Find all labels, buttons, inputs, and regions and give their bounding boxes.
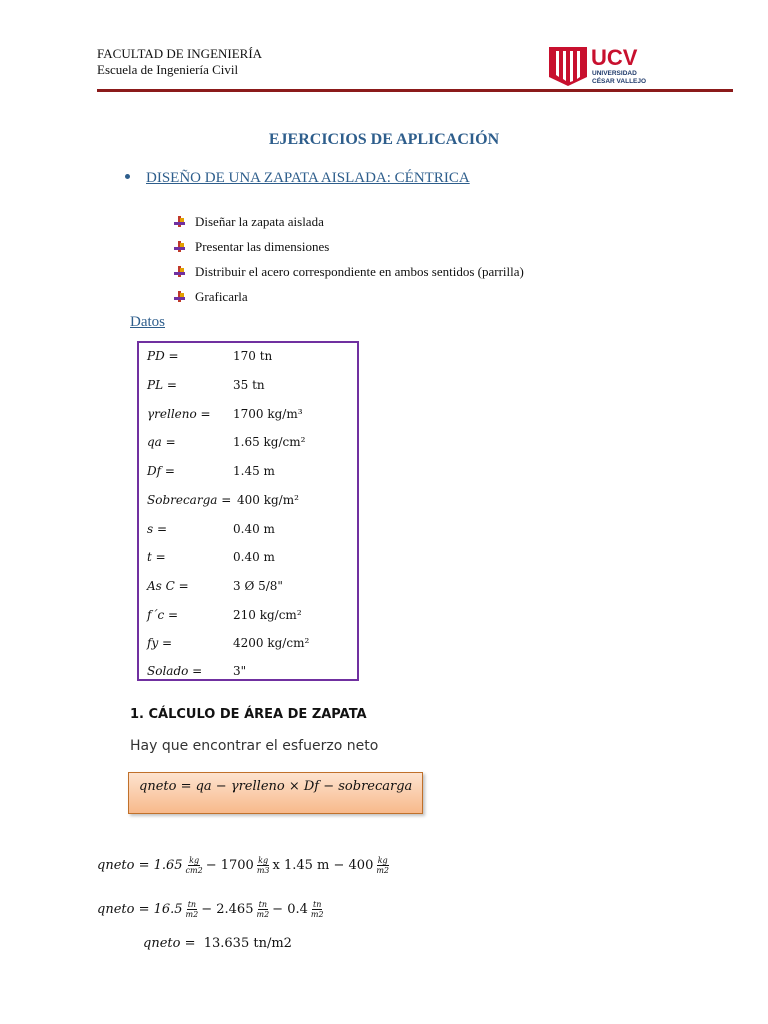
pushpin-bullet-icon [174, 216, 185, 227]
fraction: $\frac{kg}{m3}$ [256, 856, 270, 875]
fraction: $\frac{kg}{cm2}$ [185, 856, 203, 875]
school-title: Escuela de Ingeniería Civil [97, 62, 239, 77]
data-row: t = 0.40 m [147, 550, 275, 564]
fraction: $\frac{tn}{m2}$ [310, 900, 324, 919]
data-row: PD = 170 tn [147, 349, 273, 363]
data-row: γrelleno = 1700 kg/m³ [147, 407, 303, 421]
paragraph: Hay que encontrar el esfuerzo neto [130, 738, 379, 754]
logo-text: UCV [591, 45, 638, 70]
pushpin-bullet-icon [174, 241, 185, 252]
fraction: $\frac{tn}{m2}$ [256, 900, 270, 919]
task-text: Presentar las dimensiones [195, 238, 330, 254]
data-row: Solado = 3" [147, 664, 247, 678]
section-heading: 1. CÁLCULO DE ÁREA DE ZAPATA [130, 707, 367, 722]
list-item [174, 284, 524, 309]
ucv-shield-icon [547, 43, 647, 87]
pushpin-bullet-icon [174, 291, 185, 302]
data-row: As C = 3 Ø 5/8" [147, 579, 283, 593]
list-item [174, 259, 524, 284]
bullet-icon [125, 174, 130, 179]
equation-3: qneto = 13.635 tn/m2 [143, 936, 292, 951]
data-row: qa = 1.65 kg/cm² [147, 435, 306, 449]
task-list [174, 209, 524, 309]
task-text: Diseñar la zapata aislada [195, 213, 324, 229]
ucv-logo [547, 43, 647, 87]
datos-box [137, 341, 359, 681]
logo-sub1: UNIVERSIDAD [592, 70, 637, 77]
data-row: PL = 35 tn [147, 378, 265, 392]
data-row: fy = 4200 kg/cm² [147, 636, 310, 650]
list-item [174, 234, 524, 259]
equation-1: qneto = 1.65 $\frac{kg}{cm2}$ − 1700 $\frac{kg}{m3}$ x 1.45 m − 400 $\frac{kg}{m2}$ [97, 856, 390, 875]
data-row: Df = 1.45 m [147, 464, 275, 478]
logo-sub2: CÉSAR VALLEJO [592, 78, 647, 85]
pushpin-bullet-icon [174, 266, 185, 277]
header-rule [97, 89, 733, 92]
datos-heading: Datos [130, 314, 165, 330]
subtitle-text: DISEÑO DE UNA ZAPATA AISLADA: CÉNTRICA [146, 170, 470, 186]
equation-2: qneto = 16.5 $\frac{tn}{m2}$ − 2.465 $\frac{tn}{m2}$ − 0.4 $\frac{tn}{m2}$ [97, 900, 324, 919]
faculty-title: FACULTAD DE INGENIERÍA [97, 46, 263, 61]
list-item [174, 209, 524, 234]
data-row: Sobrecarga = 400 kg/m² [147, 493, 299, 507]
task-text: Graficarla [195, 288, 248, 304]
subtitle [125, 170, 470, 187]
page-title: EJERCICIOS DE APLICACIÓN [268, 131, 500, 148]
fraction: $\frac{tn}{m2}$ [185, 900, 199, 919]
formula-box: qneto = qa − γrelleno × Df − sobrecarga [128, 772, 423, 814]
fraction: $\frac{kg}{m2}$ [376, 856, 390, 875]
data-row: f´c = 210 kg/cm² [147, 608, 302, 622]
task-text: Distribuir el acero correspondiente en ambos sentidos (parrilla) [195, 263, 524, 279]
data-row: s = 0.40 m [147, 522, 275, 536]
